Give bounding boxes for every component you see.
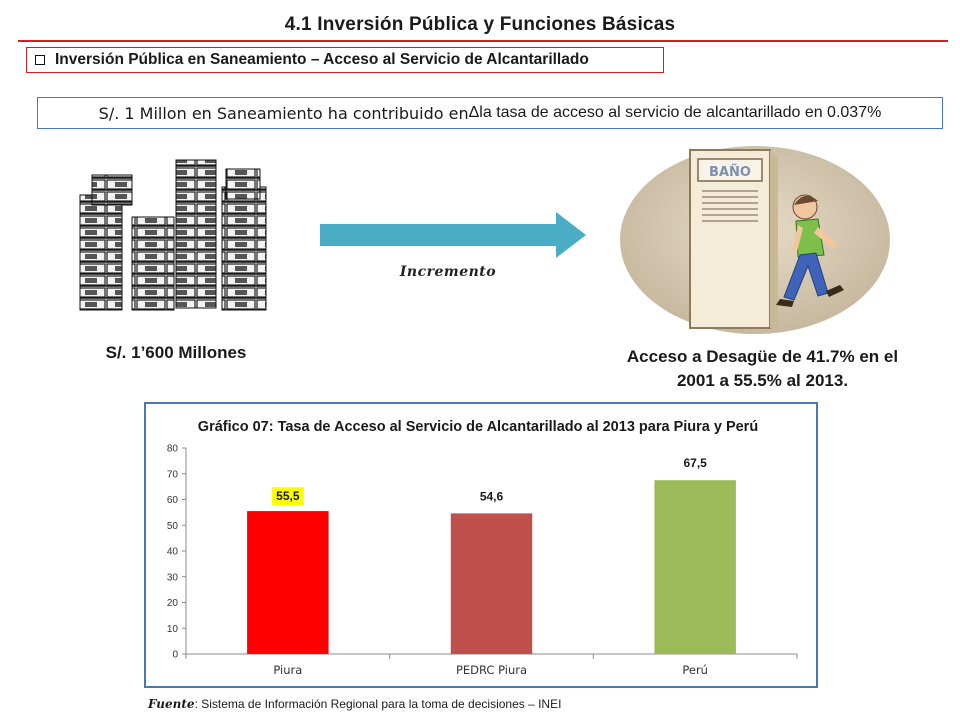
bathroom-door-image [620,145,890,335]
checkbox-bullet-icon [35,55,45,65]
source-text: : Sistema de Información Regional para la toma de decisiones – INEI [194,697,562,711]
access-caption-line1: Acceso a Desagüe de 41.7% en el [626,347,899,366]
value-label-1: 55,5 [276,489,300,504]
value-label-2: 54,6 [479,489,504,504]
category-label-2: PEDRC Piura [455,663,528,677]
bar-1 [247,511,328,654]
claim-delta: Δ [468,104,480,121]
y-tick-label: 30 [166,572,178,584]
y-tick-label: 60 [166,495,178,506]
y-tick-label: 20 [166,598,178,609]
chart-title: Gráfico 07: Tasa de Acceso al Servicio de Alcantarillado al 2013 para Piura y Perú [197,419,759,435]
bar-2 [451,513,532,654]
source-label: Fuente [148,697,195,711]
section-subtitle-box [26,47,664,73]
title-divider [18,40,948,42]
value-label-3: 67,5 [683,456,707,471]
money-caption: S/. 1’600 Millones [105,343,247,362]
y-tick-label: 0 [172,649,178,661]
increment-arrow [318,210,588,260]
claim-suffix: la tasa de acceso al servicio de alcantarillado en 0.037% [479,104,882,121]
page-title: 4.1 Inversión Pública y Funciones Básicas [284,14,676,35]
y-tick-label: 50 [166,520,178,532]
y-tick-label: 40 [166,546,178,558]
category-label-1: Piura [273,663,303,677]
bath-sign-text: BAÑO [709,165,751,180]
bar-chart [146,404,815,685]
category-label-3: Perú [682,663,708,677]
y-tick-label: 70 [166,469,178,481]
arrow-label: Incremento [399,264,497,280]
claim-prefix: S/. 1 Millon en Saneamiento ha contribuido en [98,103,469,123]
bar-3 [654,480,735,654]
money-stacks-image [76,155,276,315]
section-subtitle: Inversión Pública en Saneamiento – Acceso al Servicio de Alcantarillado [55,51,589,68]
claim-box [37,97,943,129]
access-caption [600,345,925,393]
y-tick-label: 80 [166,443,178,455]
access-caption-line2: 2001 a 55.5% al 2013. [676,371,849,390]
chart-panel [144,402,818,688]
source-line [148,697,808,711]
y-tick-label: 10 [166,623,178,635]
